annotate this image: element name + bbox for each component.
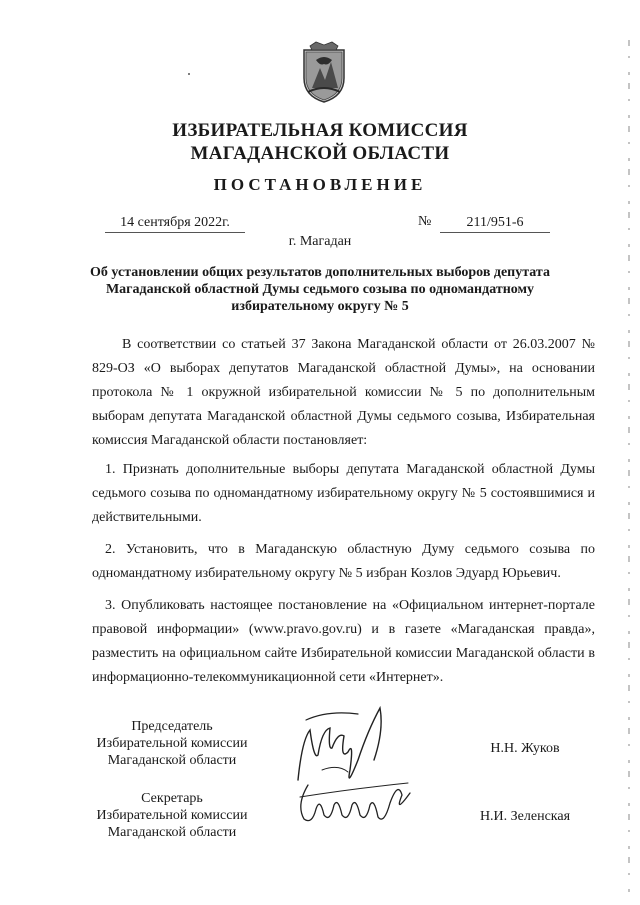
organization-name-line1: ИЗБИРАТЕЛЬНАЯ КОМИССИЯ [172, 120, 468, 141]
secretary-position: Секретарь [141, 791, 203, 806]
number-sign: № [418, 214, 432, 229]
document-city: г. Магадан [288, 234, 352, 249]
secretary-signature-icon [290, 775, 425, 835]
scan-edge-artifact [626, 40, 632, 900]
coat-of-arms-icon [298, 40, 350, 104]
document-type-heading: ПОСТАНОВЛЕНИЕ [213, 175, 427, 194]
document-date: 14 сентября 2022г. [105, 215, 245, 233]
chair-org-line1: Избирательной комиссии [96, 736, 248, 751]
organization-name-line2: МАГАДАНСКОЙ ОБЛАСТИ [190, 143, 450, 164]
chair-position: Председатель [131, 719, 213, 734]
item-2-paragraph: 2. Установить, что в Магаданскую областную Думу седьмого созыва по одномандатному избирательному округу № 5 избран Козлов Эдуард Юрьевич. [92, 542, 595, 581]
secretary-org-line1: Избирательной комиссии [96, 808, 248, 823]
chair-title-block [82, 718, 262, 769]
document-number: 211/951-6 [440, 215, 550, 233]
item-1-paragraph: 1. Признать дополнительные выборы депутата Магаданской областной Думы седьмого созыва по одномандатному избирательному округу № 5 состоявшимися и действительными. [92, 462, 595, 525]
secretary-title-block [82, 790, 262, 841]
preamble-paragraph: В соответствии со статьей 37 Закона Магаданской области от 26.03.2007 № 829-ОЗ «О выборах депутатов Магаданской областной Думы», на основании протокола № 1 окружной избирательной комиссии № 5 по дополнительным выборам депутата Магаданской областной Думы седьмого созыва, Избирательная комиссия Магаданской области постановляет: [92, 337, 595, 448]
chair-org-line2: Магаданской области [107, 753, 237, 768]
document-title: Об установлении общих результатов дополнительных выборов депутата Магаданской областной Думы седьмого созыва по одномандатному избирательному округу № 5 [90, 265, 550, 314]
scan-dot [188, 73, 190, 75]
chair-name: Н.Н. Жуков [490, 741, 560, 756]
secretary-name: Н.И. Зеленская [479, 809, 571, 824]
item-3-paragraph: 3. Опубликовать настоящее постановление на «Официальном интернет-портале правовой информации» (www.pravo.gov.ru) и в газете «Магаданская правда», разместить на официальном сайте Избирательной комиссии Магаданской области в информационно-телекоммуникационной сети «Интернет». [92, 598, 595, 685]
secretary-org-line2: Магаданской области [107, 825, 237, 840]
